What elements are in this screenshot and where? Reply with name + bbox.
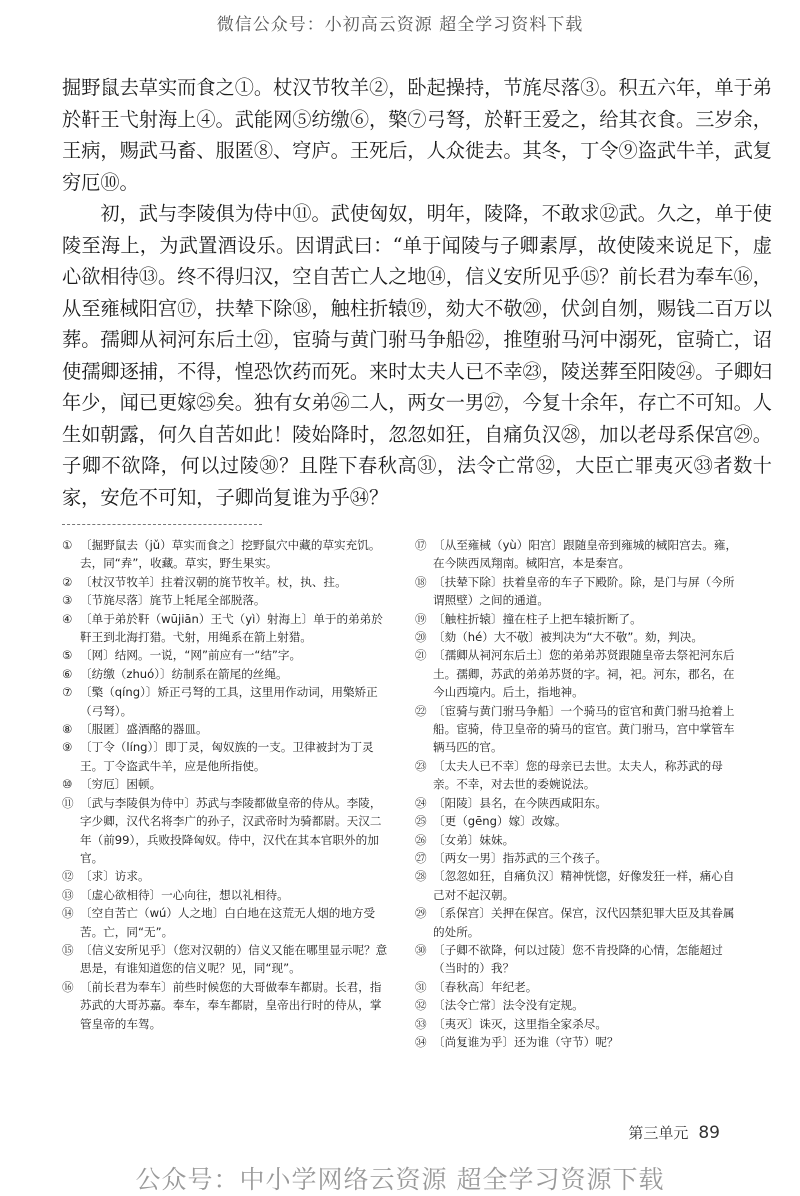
footnote-text: 〔虚心欲相待〕一心向往，想以礼相待。 <box>80 887 289 902</box>
footnote-text: 〔从至雍棫（yù）阳宫〕跟随皇帝到雍城的棫阳宫去。雍，在今陕西凤翔南。棫阳宫，本是秦宫。 <box>433 538 738 571</box>
unit-label: 第三单元 <box>628 1124 689 1142</box>
footnote-number: ⑩ <box>62 777 73 792</box>
footnote-item <box>415 757 742 794</box>
footnote-number: ㉝ <box>415 1016 427 1031</box>
footnote-number: ㉕ <box>415 814 427 829</box>
footnote-number: ⑱ <box>415 574 427 589</box>
footnote-text: 〔单于弟於靬（wūjiān）王弋（yì）射海上〕单于的弟弟於靬王到北海打猎。弋射，用绳系在箭上射猎。 <box>80 611 383 645</box>
footnote-item <box>62 867 389 885</box>
footnote-item <box>415 831 742 849</box>
header-watermark: 微信公众号：小初高云资源 超全学习资料下载 <box>216 15 584 35</box>
footnote-text: 〔服匿〕盛酒酪的器皿。 <box>80 722 208 737</box>
footnote-text: 〔杖汉节牧羊〕拄着汉朝的旄节牧羊。杖，执、拄。 <box>80 574 347 589</box>
footnote-item <box>62 978 389 1033</box>
footnote-number: ⑰ <box>415 538 427 552</box>
footnote-text: 〔法令亡常〕法令没有定规。 <box>433 998 584 1013</box>
footnote-item <box>415 996 742 1014</box>
footnote-item <box>62 794 389 868</box>
footnote-text: 〔穷厄〕困顿。 <box>80 777 162 792</box>
footnote-number: ㉑ <box>415 648 427 663</box>
footnote-text: 〔空自苦亡（wú）人之地〕白白地在这荒无人烟的地方受苦。亡，同“无”。 <box>80 906 376 939</box>
page-number: 89 <box>698 1123 720 1143</box>
footnote-text: 〔掘野鼠去（jǔ）草实而食之〕挖野鼠穴中藏的草实充饥。去，同“弆”，收藏。草实，野生果实。 <box>80 538 381 571</box>
footnote-item <box>62 941 389 978</box>
footnote-text: 〔檠（qíng）〕矫正弓弩的工具，这里用作动词，用檠矫正（弓弩）。 <box>80 685 378 718</box>
footnote-item <box>62 610 389 647</box>
footnote-text: 〔劾（hé）大不敬〕被判决为“大不敬”。劾，判决。 <box>433 630 703 645</box>
page-footer <box>628 1122 720 1143</box>
footnote-item <box>415 867 742 904</box>
footnote-item <box>62 536 389 573</box>
footnote-item <box>415 536 742 573</box>
footnote-item <box>62 683 389 720</box>
footnote-item <box>62 573 389 591</box>
footnote-text: 〔夷灭〕诛灭，这里指全家杀尽。 <box>433 1016 607 1031</box>
footnote-item <box>62 738 389 775</box>
footnote-item <box>62 646 389 664</box>
footnote-item <box>62 665 389 683</box>
footnote-number: ㉗ <box>415 850 427 865</box>
paragraph-2: 初，武与李陵俱为侍中⑪。武使匈奴，明年，陵降，不敢求⑫武。久之，单于使陵至海上，为武置酒设乐。因谓武曰：“单于闻陵与子卿素厚，故使陵来说足下，虚心欲相待⑬。终不得归汉，空自苦亡人之地⑭，信义安所见乎⑮？前长君为奉车⑯，从至雍棫阳宫⑰，扶辇下除⑱，触柱折辕⑲，劾大不敬⑳，伏剑自刎，赐钱二百万以葬。孺卿从祠河东后土㉑，宦骑与黄门驸马争船㉒，推堕驸马河中溺死，宦骑亡，诏使孺卿逐捕，不得，惶恐饮药而死。来时太夫人已不幸㉓，陵送葬至阳陵㉔。子卿妇年少，闻已更嫁㉕矣。独有女弟㉖二人，两女一男㉗，今复十余年，存亡不可知。人生如朝露，何久自苦如此！陵始降时，忽忽如狂，自痛负汉㉘，加以老母系保宫㉙。子卿不欲降，何以过陵㉚？且陛下春秋高㉛，法令亡常㉜，大臣亡罪夷灭㉝者数十家，安危不可知，子卿尚复谁为乎㉞？ <box>62 202 772 509</box>
footnotes-right-column <box>415 536 742 1051</box>
footnote-item <box>415 794 742 812</box>
footnote-number: ① <box>62 538 73 552</box>
footnote-number: ⑫ <box>62 869 74 884</box>
footnote-item <box>62 904 389 941</box>
footer-watermark: 公众号：中小学网络云资源 超全学习资源下载 <box>135 1165 665 1194</box>
footnote-number: ② <box>62 574 73 589</box>
footnote-text: 〔子卿不欲降，何以过陵〕您不肯投降的心情，怎能超过（当时的）我？ <box>433 942 723 976</box>
footnote-number: ㉙ <box>415 906 427 921</box>
footnote-number: ㉓ <box>415 758 427 773</box>
main-text <box>62 72 772 513</box>
footnote-number: ③ <box>62 593 73 608</box>
footnote-item <box>415 849 742 867</box>
notes-divider <box>62 524 262 525</box>
footnote-item <box>415 812 742 830</box>
footnote-number: ㉜ <box>415 998 427 1013</box>
footnote-text: 〔求〕访求。 <box>80 869 150 884</box>
footnote-text: 〔孺卿从祠河东后土〕您的弟弟苏贤跟随皇帝去祭祀河东后土。孺卿，苏武的弟弟苏贤的字。祠，祀。河东，郡名，在今山西境内。后土，指地神。 <box>433 648 735 700</box>
footnote-number: ⑨ <box>62 740 73 755</box>
footnote-number: ④ <box>62 611 73 626</box>
footnote-number: ⑯ <box>62 979 74 994</box>
footnote-text: 〔前长君为奉车〕前些时候您的大哥做奉车都尉。长君，指苏武的大哥苏嘉。奉车，奉车都尉，皇帝出行时的侍从，掌管皇帝的车驾。 <box>80 979 382 1031</box>
footnote-item <box>62 775 389 793</box>
footnote-item <box>415 1033 742 1051</box>
footnote-number: ⑮ <box>62 942 74 957</box>
footnote-text: 〔信义安所见乎〕（您对汉朝的）信义又能在哪里显示呢？意思是，有谁知道您的信义呢？见，同“现”。 <box>80 942 388 976</box>
footnote-number: ⑪ <box>62 795 74 810</box>
footnote-number: ㉚ <box>415 942 427 957</box>
footnote-item <box>415 978 742 996</box>
footnote-number: ⑧ <box>62 722 73 737</box>
footnote-text: 〔太夫人已不幸〕您的母亲已去世。太夫人，称苏武的母亲。不幸，对去世的委婉说法。 <box>433 758 723 792</box>
footnote-item <box>415 573 742 610</box>
footnote-text: 〔武与李陵俱为侍中〕苏武与李陵都做皇帝的侍从。李陵，字少卿，汉代名将李广的孙子，汉武帝时为骑都尉。天汉二年（前99），兵败投降匈奴。侍中，汉代在其本官职外的加官。 <box>80 795 382 865</box>
footnote-text: 〔网〕结网。一说，“网”前应有一“结”字。 <box>80 648 302 663</box>
footnote-number: ⑲ <box>415 611 427 626</box>
footnote-number: ㉛ <box>415 979 427 994</box>
footnote-item <box>415 904 742 941</box>
footnote-text: 〔春秋高〕年纪老。 <box>433 979 538 994</box>
footnote-item <box>415 941 742 978</box>
footnote-text: 〔忽忽如狂，自痛负汉〕精神恍惚，好像发狂一样，痛心自己对不起汉朝。 <box>433 869 735 902</box>
footnote-number: ㉞ <box>415 1034 427 1049</box>
footnote-number: ⑭ <box>62 906 74 921</box>
footnote-text: 〔两女一男〕指苏武的三个孩子。 <box>433 850 607 865</box>
footnote-item <box>415 610 742 628</box>
footnote-text: 〔尚复谁为乎〕还为谁（守节）呢？ <box>433 1034 619 1049</box>
footnote-number: ⑤ <box>62 648 73 663</box>
footnote-text: 〔触柱折辕〕撞在柱子上把车辕折断了。 <box>433 611 642 626</box>
footnote-number: ⑬ <box>62 887 74 902</box>
footnote-text: 〔更（gēng）嫁〕改嫁。 <box>433 814 567 829</box>
footnote-item <box>62 886 389 904</box>
footnote-item <box>415 702 742 757</box>
footnote-item <box>415 1015 742 1033</box>
paragraph-1: 掘野鼠去草实而食之①。杖汉节牧羊②，卧起操持，节旄尽落③。积五六年，单于弟於靬王弋射海上④。武能网⑤纺缴⑥，檠⑦弓弩，於靬王爱之，给其衣食。三岁余，王病，赐武马畜、服匿⑧、穹庐。王死后，人众徙去。其冬，丁令⑨盗武牛羊，武复穷厄⑩。 <box>62 76 772 194</box>
footnote-item <box>62 720 389 738</box>
footnote-text: 〔丁令（líng）〕即丁灵，匈奴族的一支。卫律被封为丁灵王。丁令盗武牛羊，应是他所指使。 <box>80 740 374 773</box>
footnote-number: ⑦ <box>62 685 73 700</box>
footnote-number: ㉖ <box>415 832 427 847</box>
footnote-number: ⑳ <box>415 630 427 645</box>
footnote-text: 〔女弟〕妹妹。 <box>433 832 515 847</box>
footnote-number: ㉒ <box>415 703 427 718</box>
footnote-text: 〔阳陵〕县名，在今陕西咸阳东。 <box>433 795 607 810</box>
footnote-text: 〔纺缴（zhuó）〕纺制系在箭尾的丝绳。 <box>80 666 288 681</box>
footnote-number: ㉔ <box>415 795 427 810</box>
footnotes-left-column <box>62 536 389 1051</box>
footnote-text: 〔宦骑与黄门驸马争船〕一个骑马的宦官和黄门驸马抢着上船。宦骑，侍卫皇帝的骑马的宦官。黄门驸马，宫中掌管车辆马匹的官。 <box>433 703 735 755</box>
footnote-text: 〔扶辇下除〕扶着皇帝的车子下殿阶。除，是门与屏（今所谓照壁）之间的通道。 <box>433 574 735 608</box>
footnote-text: 〔节旄尽落〕旄节上牦尾全部脱落。 <box>80 593 266 608</box>
footnote-item <box>415 628 742 646</box>
footnotes <box>62 536 742 1051</box>
footnote-item <box>62 591 389 609</box>
footnote-number: ㉘ <box>415 869 427 884</box>
footnote-text: 〔系保宫〕关押在保宫。保宫，汉代囚禁犯罪大臣及其眷属的处所。 <box>433 906 735 939</box>
footnote-number: ⑥ <box>62 666 73 681</box>
footnote-item <box>415 646 742 701</box>
